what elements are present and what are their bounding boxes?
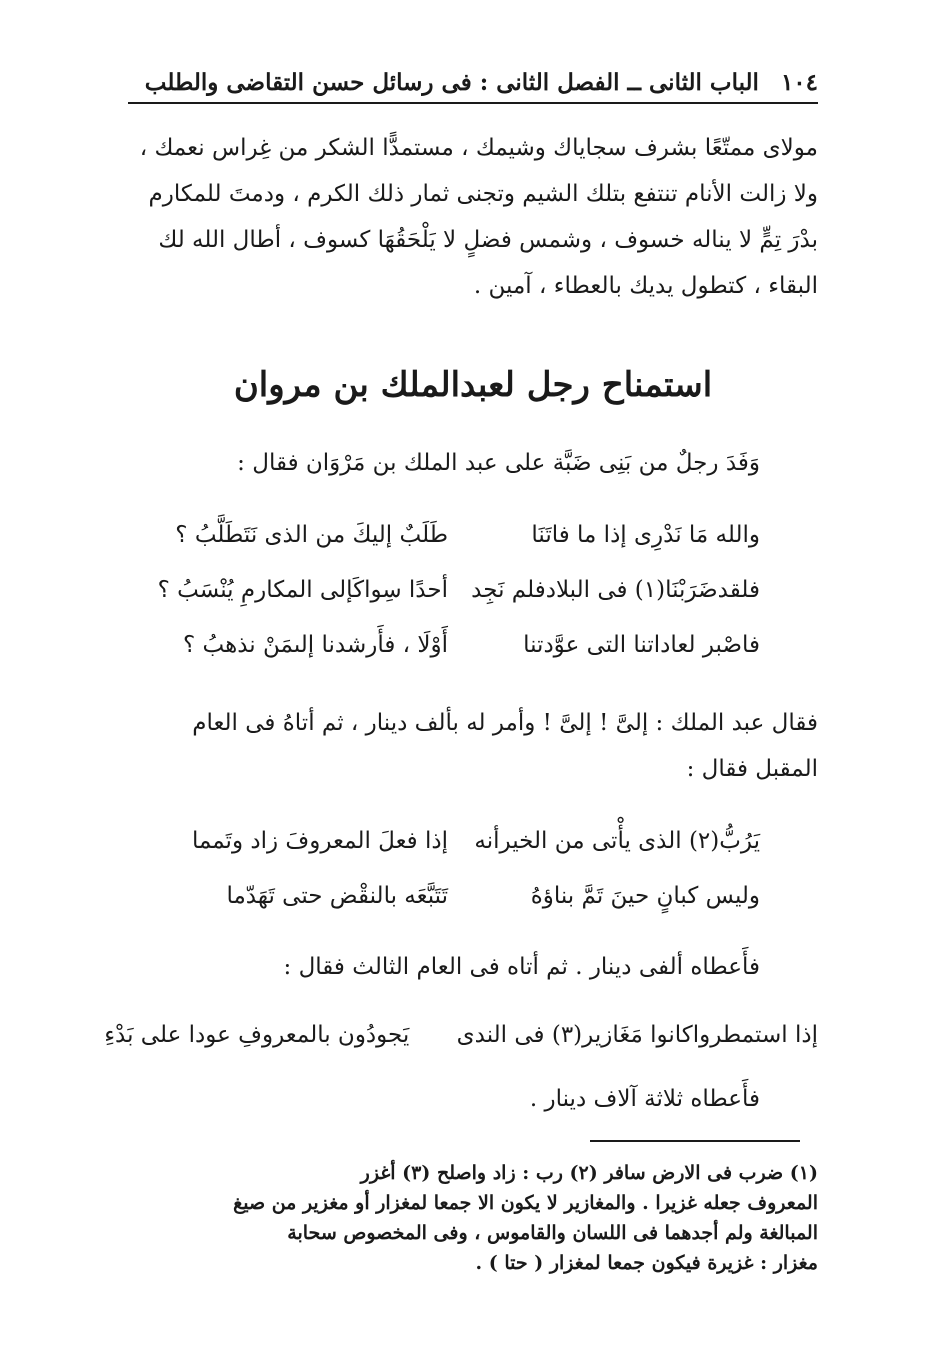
text-line: مولاى ممتّعًا بشرف سجاياك وشيمك ، مستمدًّا الشكر من غِراس نعمك ، [139, 135, 818, 161]
text-line: المقبل فقال : [686, 756, 818, 782]
footnotes [128, 1158, 818, 1278]
first-hemistich: فاصْبر لعاداتنا التى عوَّدتنا [523, 632, 760, 658]
footnote-divider [590, 1140, 800, 1142]
verse-line [128, 512, 818, 567]
verse-line [128, 873, 818, 928]
verse-line [128, 622, 818, 677]
text-line: فقال عبد الملك : إلىَّ ! إلىَّ ! وأمر له بألف دينار ، ثم أتاهُ فى العام [192, 710, 818, 736]
running-title: الباب الثانى ــ الفصل الثانى : فى رسائل حسن التقاضى والطلب [144, 68, 759, 96]
section-title: استمناح رجل لعبدالملك بن مروان [233, 365, 713, 405]
second-hemistich: يَجودُون بالمعروفِ عودا على بَدْءِ [104, 1022, 410, 1048]
second-hemistich: إذا فعلَ المعروفَ زاد وتَمما [191, 828, 448, 854]
gift-line-3000: فأَعطاه ثلاثة آلاف دينار . [529, 1086, 760, 1112]
verse-line-3 [104, 1012, 818, 1058]
response-paragraph [128, 700, 818, 792]
second-hemistich: تَتَبَّعَه بالنقْض حتى تَهَدّما [226, 883, 448, 909]
poem-block-1 [128, 512, 818, 677]
footnote-line: مغزار : غزيرة فيكون جمعا لمغزار ( حتا ) . [475, 1252, 818, 1274]
poem-block-2 [128, 818, 818, 928]
verse-line [128, 567, 818, 622]
text-line: ولا زالت الأنام تنتفع بتلك الشيم وتجنى ثمار ذلك الكرم ، ودمتَ للمكارم [148, 181, 818, 207]
second-hemistich: أَوْلَا ، فأَرشدنا إلىمَنْ نذهبُ ؟ [183, 632, 448, 658]
second-hemistich: أحدًا سِواكَإلى المكارمِ يُنْسَبُ ؟ [157, 577, 448, 603]
running-header [128, 62, 818, 104]
first-hemistich: والله مَا نَدْرِى إذا ما فاتَنَا [531, 522, 760, 548]
first-hemistich: وليس كبانٍ حينَ تَمَّ بناؤهُ [530, 883, 760, 909]
text-line: البقاء ، كتطول يديك بالعطاء ، آمين . [473, 273, 818, 299]
verse-line [128, 818, 818, 873]
page-number: ١٠٤ [780, 68, 818, 96]
section-intro: وَفَدَ رجلٌ من بَنِى ضَبَّة على عبد الملك بن مَرْوَان فقال : [237, 450, 760, 476]
opening-paragraph [128, 125, 818, 309]
first-hemistich: فلقدضَرَبْنَا(١) فى البلادفلم نَجِد [471, 577, 760, 603]
first-hemistich: إذا استمطرواكانوا مَغَازير(٣) فى الندى [456, 1022, 818, 1048]
gift-line-2000: فأَعطاه ألفى دينار . ثم أتاه فى العام الثالث فقال : [283, 954, 760, 980]
footnote-line: (١) ضرب فى الارض سافر (٢) رب : زاد واصلح (٣) أغزر [360, 1162, 818, 1184]
first-hemistich: يَرُبُّ(٢) الذى يأْتى من الخيرأنه [474, 828, 760, 854]
second-hemistich: طَلَبٌ إليكَ من الذى نَتَطَلَّبُ ؟ [175, 522, 448, 548]
text-line: بدْرَ تِمٍّ لا يناله خسوف ، وشمس فضلٍ لا يَلْحَقُهَا كسوف ، أطال الله لك [158, 227, 818, 253]
footnote-line: المبالغة ولم أجدهما فى اللسان والقاموس ، وفى المخصوص سحابة [287, 1222, 818, 1244]
footnote-line: المعروف جعله غزيرا . والمغازير لا يكون الا جمعا لمغزار أو مغزير من صيغ [233, 1192, 818, 1214]
